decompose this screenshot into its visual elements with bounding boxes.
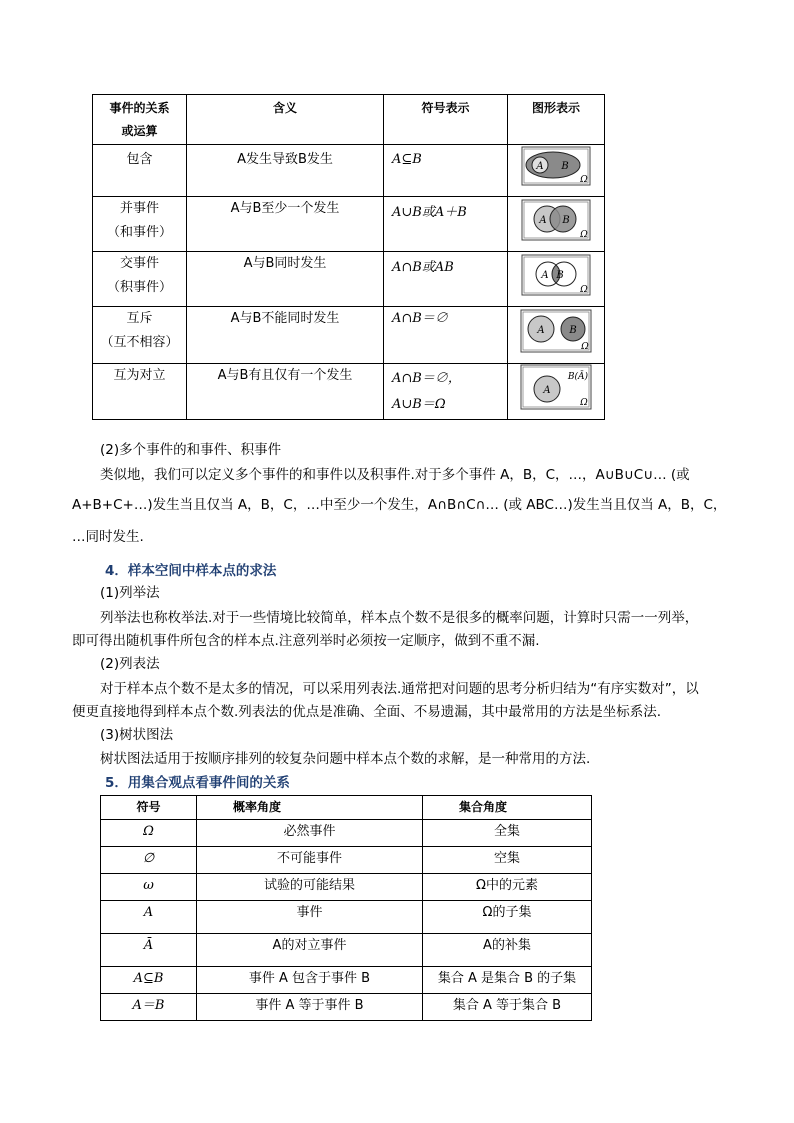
prob-cell: 试验的可能结果 bbox=[197, 874, 423, 901]
table-row bbox=[101, 901, 592, 934]
prob-cell: 必然事件 bbox=[197, 820, 423, 847]
venn-label-b: B bbox=[562, 214, 570, 226]
venn-label-omega: Ω bbox=[581, 341, 589, 352]
meaning-cell: A与B同时发生 bbox=[187, 252, 384, 307]
section4-title: 4．样本空间中样本点的求法 bbox=[105, 563, 277, 579]
meaning-cell: A发生导致B发生 bbox=[187, 145, 384, 197]
set-cell: A的补集 bbox=[423, 934, 592, 967]
venn-subset-diagram bbox=[521, 146, 591, 186]
section2-heading: (2)多个事件的和事件、积事件 bbox=[100, 442, 282, 458]
venn-label-a: A bbox=[543, 385, 551, 396]
section4-sub3-line1: 树状图法适用于按顺序排列的较复杂问题中样本点个数的求解，是一种常用的方法. bbox=[100, 751, 591, 767]
header-symbol: 符号 bbox=[101, 796, 197, 820]
venn-label-a: A bbox=[541, 269, 549, 281]
venn-label-b: B bbox=[569, 324, 577, 336]
venn-intersection-diagram bbox=[521, 254, 591, 296]
header-relation: 事件的关系 或运算 bbox=[93, 95, 187, 145]
section2-line2: A+B+C+…)发生当且仅当 A，B，C，…中至少一个发生，A∩B∩C∩… (或 ABC…)发生当且仅当 A，B，C， bbox=[72, 497, 727, 513]
venn-cell bbox=[508, 145, 605, 197]
event-relations-table bbox=[92, 94, 605, 420]
set-cell: 全集 bbox=[423, 820, 592, 847]
section4-sub1-line2: 即可得出随机事件所包含的样本点.注意列举时必须按一定顺序，做到不重不漏. bbox=[72, 633, 540, 649]
symbol-cell: A∪B或A＋B bbox=[384, 197, 508, 252]
header-meaning: 含义 bbox=[187, 95, 384, 145]
venn-label-omega: Ω bbox=[580, 284, 588, 295]
venn-label-b: B bbox=[561, 161, 569, 172]
table-row bbox=[93, 307, 605, 364]
table-row bbox=[101, 847, 592, 874]
table-row bbox=[101, 934, 592, 967]
venn-union-diagram bbox=[521, 199, 591, 241]
table-row bbox=[101, 820, 592, 847]
symbol-cell: A∩B或AB bbox=[384, 252, 508, 307]
venn-label-a: A bbox=[536, 161, 544, 172]
symbol-cell: A∩B＝∅ bbox=[384, 307, 508, 364]
table-row bbox=[93, 364, 605, 420]
relation-cell: 互为对立 bbox=[93, 364, 187, 420]
prob-cell: A的对立事件 bbox=[197, 934, 423, 967]
table-header-row bbox=[101, 796, 592, 820]
prob-cell: 不可能事件 bbox=[197, 847, 423, 874]
section4-sub3: (3)树状图法 bbox=[100, 727, 174, 743]
symbol-cell: ω bbox=[101, 874, 197, 901]
venn-label-a: A bbox=[539, 214, 547, 226]
header-probability: 概率角度 bbox=[197, 796, 423, 820]
section4-sub2-line2: 便更直接地得到样本点个数.列表法的优点是准确、全面、不易遗漏，其中最常用的方法是坐标系法. bbox=[72, 704, 662, 720]
venn-label-omega: Ω bbox=[580, 229, 588, 240]
venn-label-b-complement: B(Ā) bbox=[567, 372, 589, 382]
venn-cell bbox=[508, 197, 605, 252]
relation-cell: 包含 bbox=[93, 145, 187, 197]
section5-title: 5．用集合观点看事件间的关系 bbox=[105, 775, 290, 791]
table-row bbox=[93, 197, 605, 252]
venn-label-omega: Ω bbox=[580, 398, 588, 408]
symbol-cell: A∩B＝∅， A∪B＝Ω bbox=[384, 364, 508, 420]
meaning-cell: A与B不能同时发生 bbox=[187, 307, 384, 364]
header-figure: 图形表示 bbox=[508, 95, 605, 145]
prob-cell: 事件 A 等于事件 B bbox=[197, 994, 423, 1021]
section4-sub2-line1: 对于样本点个数不是太多的情况，可以采用列表法.通常把对问题的思考分析归结为“有序实数对”，以 bbox=[100, 681, 699, 697]
symbol-cell: ∅ bbox=[101, 847, 197, 874]
table-row bbox=[101, 967, 592, 994]
section4-sub1: (1)列举法 bbox=[100, 585, 160, 601]
symbol-cell: A bbox=[101, 901, 197, 934]
section4-sub2: (2)列表法 bbox=[100, 656, 160, 672]
symbol-cell: Ā bbox=[101, 934, 197, 967]
header-symbol: 符号表示 bbox=[384, 95, 508, 145]
relation-cell: 交事件 （积事件） bbox=[93, 252, 187, 307]
venn-complement-diagram bbox=[520, 364, 592, 410]
relation-cell: 并事件 （和事件） bbox=[93, 197, 187, 252]
venn-cell bbox=[508, 364, 605, 420]
symbol-cell: A⊆B bbox=[384, 145, 508, 197]
set-cell: 集合 A 是集合 B 的子集 bbox=[423, 967, 592, 994]
venn-label-b: B bbox=[556, 269, 564, 281]
meaning-cell: A与B有且仅有一个发生 bbox=[187, 364, 384, 420]
table-header-row bbox=[93, 95, 605, 145]
prob-cell: 事件 bbox=[197, 901, 423, 934]
table-row bbox=[93, 145, 605, 197]
table-row bbox=[101, 874, 592, 901]
set-cell: Ω中的元素 bbox=[423, 874, 592, 901]
symbol-cell: A＝B bbox=[101, 994, 197, 1021]
section2-line3: …同时发生. bbox=[72, 529, 144, 545]
set-view-table bbox=[100, 795, 592, 1021]
symbol-cell: A⊆B bbox=[101, 967, 197, 994]
symbol-cell: Ω bbox=[101, 820, 197, 847]
set-cell: 空集 bbox=[423, 847, 592, 874]
venn-exclusive-diagram bbox=[520, 309, 592, 353]
venn-cell bbox=[508, 307, 605, 364]
prob-cell: 事件 A 包含于事件 B bbox=[197, 967, 423, 994]
venn-cell bbox=[508, 252, 605, 307]
table-row bbox=[101, 994, 592, 1021]
set-cell: Ω的子集 bbox=[423, 901, 592, 934]
relation-cell: 互斥 （互不相容） bbox=[93, 307, 187, 364]
section2-line1: 类似地，我们可以定义多个事件的和事件以及积事件.对于多个事件 A，B，C，…，A∪B∪C∪… (或 bbox=[100, 467, 690, 483]
venn-label-a: A bbox=[537, 324, 545, 336]
section4-sub1-line1: 列举法也称枚举法.对于一些情境比较简单，样本点个数不是很多的概率问题，计算时只需一一列举， bbox=[100, 610, 699, 626]
meaning-cell: A与B至少一个发生 bbox=[187, 197, 384, 252]
set-cell: 集合 A 等于集合 B bbox=[423, 994, 592, 1021]
header-set: 集合角度 bbox=[423, 796, 592, 820]
table-row bbox=[93, 252, 605, 307]
venn-label-omega: Ω bbox=[580, 175, 588, 185]
